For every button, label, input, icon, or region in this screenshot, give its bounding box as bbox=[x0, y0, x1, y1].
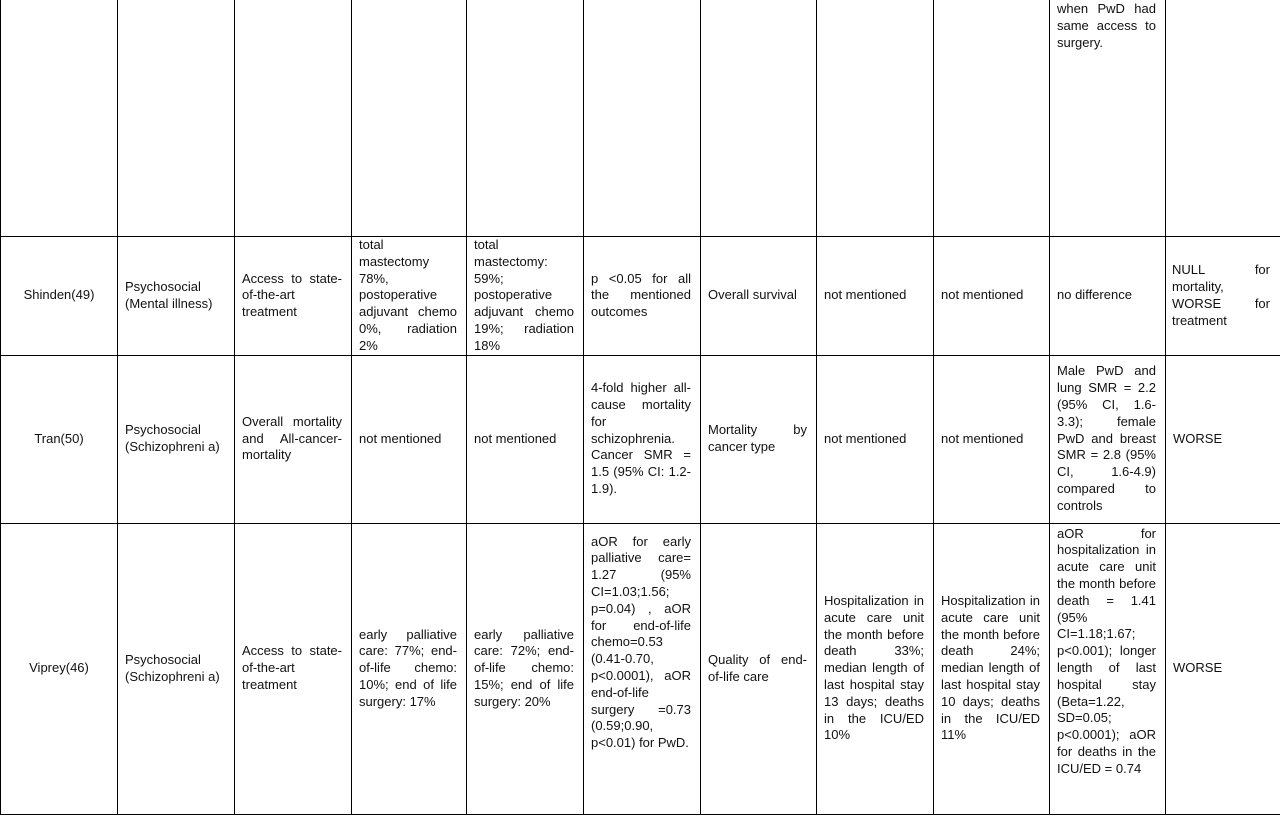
statistics-cell: 4-fold higher all-cause mortality for schizophrenia. Cancer SMR = 1.5 (95% CI: 1.2-1.9). bbox=[584, 355, 701, 523]
secondary-outcome-cell bbox=[701, 0, 817, 237]
secondary-statistics-cell: Male PwD and lung SMR = 2.2 (95% CI, 1.6-3.3); female PwD and breast SMR = 2.8 (95% CI, 1.6-4.9) compared to controls bbox=[1050, 355, 1166, 523]
control-result-cell: early palliative care: 72%; end-of-life chemo: 15%; end of life surgery: 20% bbox=[467, 523, 584, 814]
category-cell: Psychosocial (Schizophreni a) bbox=[118, 523, 235, 814]
secondary-outcome-cell: Mortality by cancer type bbox=[701, 355, 817, 523]
outcome-cell bbox=[235, 0, 352, 237]
table-row bbox=[1, 237, 1280, 356]
table-row bbox=[1, 355, 1280, 523]
rating-cell: WORSE bbox=[1166, 355, 1280, 523]
table-row bbox=[1, 0, 1280, 237]
secondary-statistics-cell: aOR for hospitalization in acute care unit the month before death = 1.41 (95% CI=1.18;1.67; p<0.001); longer length of last hospital stay (Beta=1.22, SD=0.05; p<0.0001); aOR for deaths in the ICU/ED = 0.74 bbox=[1050, 523, 1166, 814]
statistics-cell: aOR for early palliative care= 1.27 (95% CI=1.03;1.56; p=0.04) , aOR for end-of-life chemo=0.53 (0.41-0.70, p<0.0001), aOR end-of-life surgery =0.73 (0.59;0.90, p<0.01) for PwD. bbox=[584, 523, 701, 814]
secondary-control-result-cell: Hospitalization in acute care unit the month before death 24%; median length of last hospital stay 10 days; deaths in the ICU/ED 11% bbox=[934, 523, 1050, 814]
secondary-pwd-result-cell: not mentioned bbox=[817, 355, 934, 523]
author-cell bbox=[1, 0, 118, 237]
secondary-pwd-result-cell bbox=[817, 0, 934, 237]
pwd-result-cell: not mentioned bbox=[352, 355, 467, 523]
secondary-statistics-cell: when PwD had same access to surgery. bbox=[1050, 0, 1166, 237]
secondary-outcome-cell: Overall survival bbox=[701, 237, 817, 356]
rating-cell: WORSE bbox=[1166, 523, 1280, 814]
control-result-cell bbox=[467, 0, 584, 237]
pwd-result-cell: early palliative care: 77%; end-of-life chemo: 10%; end of life surgery: 17% bbox=[352, 523, 467, 814]
author-cell: Viprey(46) bbox=[1, 523, 118, 814]
rating-cell: NULL for mortality, WORSE for treatment bbox=[1166, 237, 1280, 356]
author-cell: Tran(50) bbox=[1, 355, 118, 523]
pwd-result-cell bbox=[352, 0, 467, 237]
statistics-cell: p <0.05 for all the mentioned outcomes bbox=[584, 237, 701, 356]
secondary-control-result-cell: not mentioned bbox=[934, 237, 1050, 356]
table-row bbox=[1, 523, 1280, 814]
secondary-control-result-cell bbox=[934, 0, 1050, 237]
secondary-control-result-cell: not mentioned bbox=[934, 355, 1050, 523]
secondary-outcome-cell: Quality of end-of-life care bbox=[701, 523, 817, 814]
category-cell: Psychosocial (Schizophreni a) bbox=[118, 355, 235, 523]
statistics-cell bbox=[584, 0, 701, 237]
category-cell: Psychosocial (Mental illness) bbox=[118, 237, 235, 356]
outcome-cell: Access to state-of-the-art treatment bbox=[235, 237, 352, 356]
control-result-cell: not mentioned bbox=[467, 355, 584, 523]
secondary-statistics-cell: no difference bbox=[1050, 237, 1166, 356]
outcome-cell: Overall mortality and All-cancer-mortality bbox=[235, 355, 352, 523]
outcome-cell: Access to state-of-the-art treatment bbox=[235, 523, 352, 814]
control-result-cell: total mastectomy: 59%; postoperative adjuvant chemo 19%; radiation 18% bbox=[467, 237, 584, 356]
category-cell bbox=[118, 0, 235, 237]
author-cell: Shinden(49) bbox=[1, 237, 118, 356]
secondary-pwd-result-cell: not mentioned bbox=[817, 237, 934, 356]
secondary-pwd-result-cell: Hospitalization in acute care unit the month before death 33%; median length of last hospital stay 13 days; deaths in the ICU/ED 10% bbox=[817, 523, 934, 814]
pwd-result-cell: total mastectomy 78%, postoperative adjuvant chemo 0%, radiation 2% bbox=[352, 237, 467, 356]
rating-cell bbox=[1166, 0, 1280, 237]
